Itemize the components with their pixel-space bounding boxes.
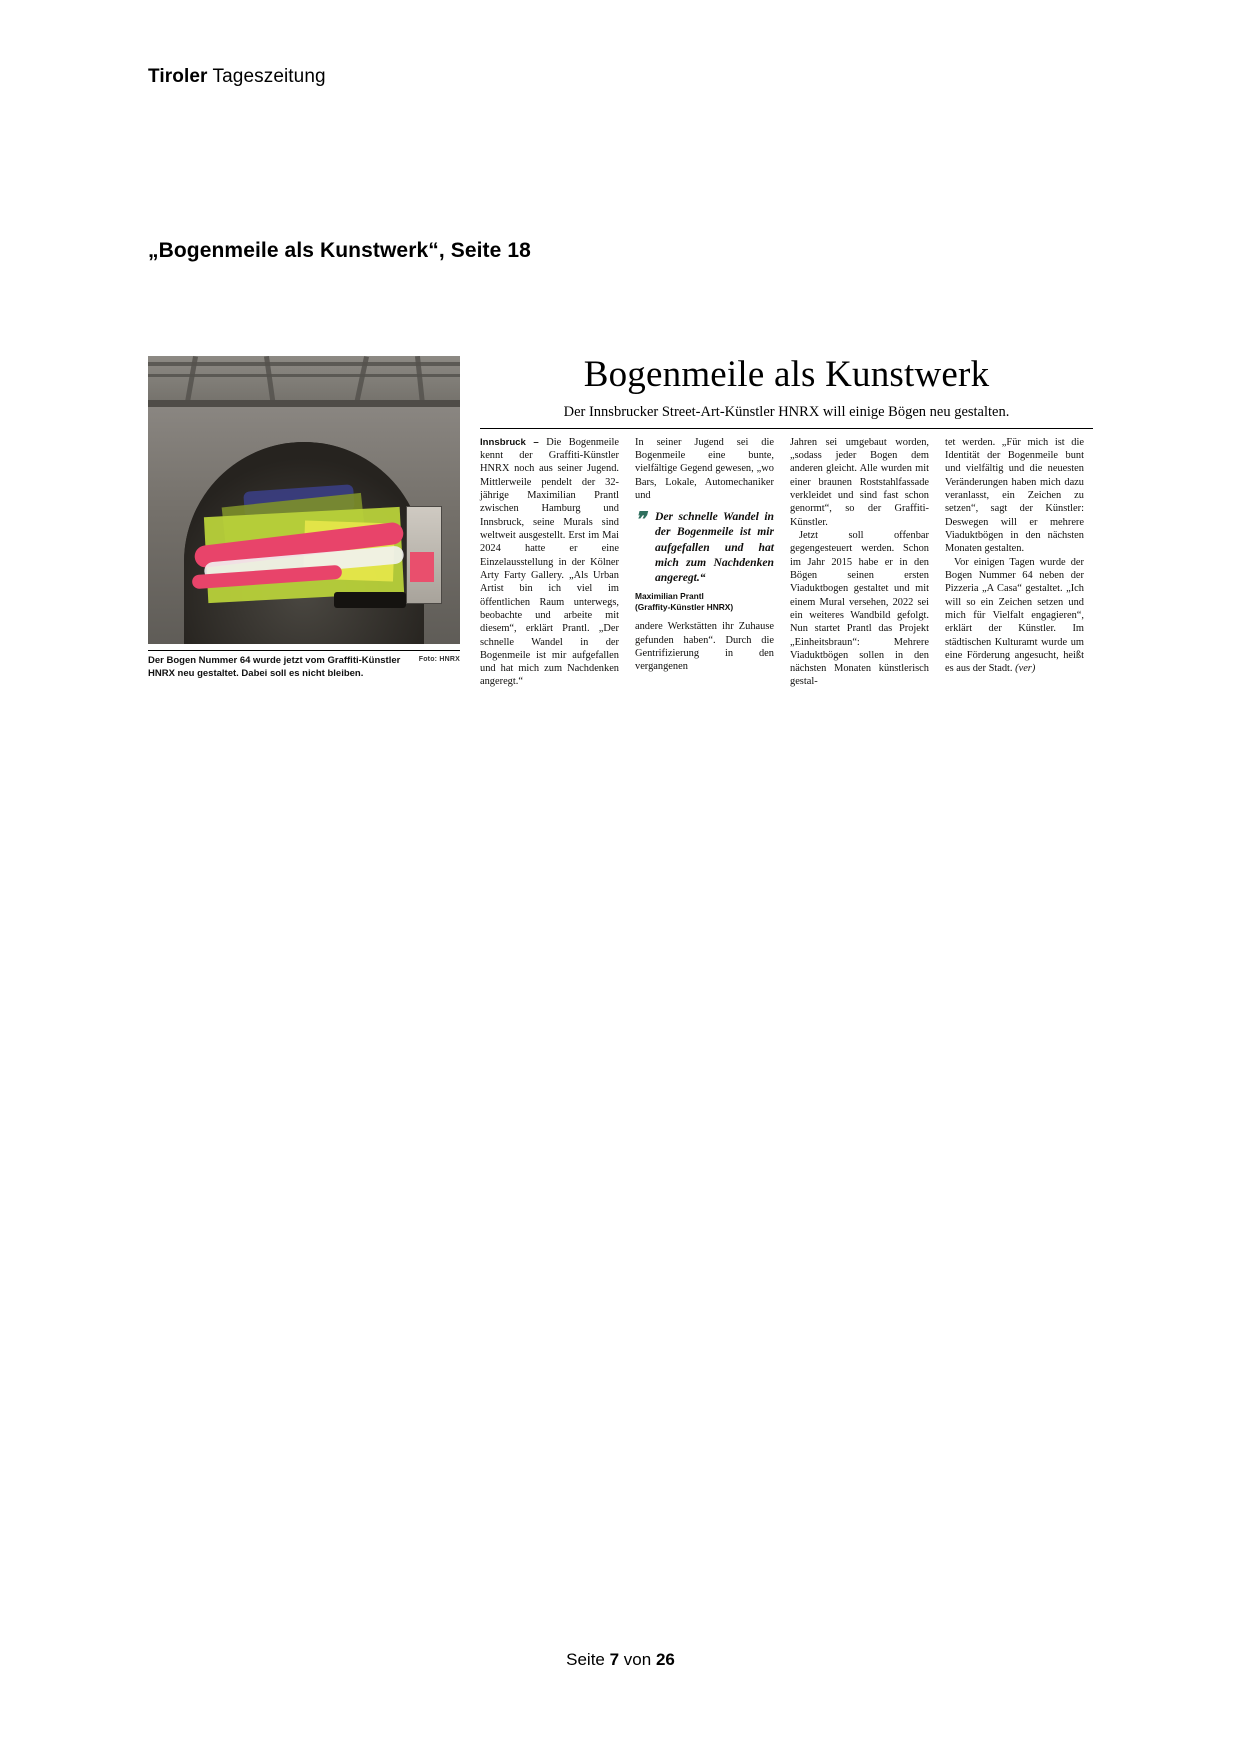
masthead-subtitle: Tageszeitung bbox=[207, 66, 326, 87]
masthead-brand: Tiroler bbox=[148, 66, 208, 87]
photo-credit: Foto: HNRX bbox=[418, 656, 460, 663]
author-signature: (ver) bbox=[1015, 663, 1036, 675]
article-columns bbox=[480, 436, 1093, 689]
photo-archway bbox=[184, 442, 424, 644]
paragraph: andere Werkstätten ihr Zuhause gefunden haben“. Durch die Gentrifizierung in den vergangenen bbox=[635, 621, 774, 673]
paragraph-text: Die Bogenmeile kennt der Graffiti-Künstler HNRX noch aus seiner Jugend. Mittlerweile pendelt der 32-jährige Maximilian Prantl zwischen Hamburg und Innsbruck, seine Murals sind weltweit ausgestellt. Erst im Mai 2024 hatte er eine Einzelausstellung in der Kölner Arty Farty Gallery. „Als Urban Artist bin ich viel im öffentlichen Raum unterwegs, beobachte und arbeite mit diesem“, erklärt Prantl. „Der schnelle Wandel in der Bogenmeile ist mir aufgefallen und hat mich zum Nachdenken angeregt.“ bbox=[480, 436, 619, 688]
article-column-1 bbox=[480, 436, 619, 689]
photo-red-box bbox=[410, 552, 434, 582]
photo-caption-text: Der Bogen Nummer 64 wurde jetzt vom Graffiti-Künstler HNRX neu gestaltet. Dabei soll es nicht bleiben. bbox=[148, 655, 401, 679]
paragraph bbox=[945, 556, 1084, 676]
photo-strut bbox=[148, 400, 460, 407]
article bbox=[480, 356, 1093, 689]
paragraph-text: Vor einigen Tagen wurde der Bogen Nummer 64 neben der Pizzeria „A Casa“ gestaltet. „Ich will so ein Zeichen setzen und mich für Vielfalt engagieren“, erklärt der Künstler. Im städtischen Kulturamt wurde um eine Förderung angesucht, heißt es aus der Stadt. bbox=[945, 556, 1084, 675]
article-column-3 bbox=[790, 436, 929, 689]
pull-quote-role: (Graffity-Künstler HNRX) bbox=[635, 602, 734, 613]
page-footer bbox=[0, 1650, 1241, 1670]
photo-caption bbox=[148, 650, 460, 680]
pull-quote-author: Maximilian Prantl bbox=[635, 590, 704, 601]
paragraph: Jetzt soll offenbar gegengesteuert werden. Schon im Jahr 2015 habe er in den Bögen seinen ersten Viaduktbogen gestaltet und mit einem Mural versehen, 2022 sei ein weiteres Wandbild gefolgt. Nun startet Prantl das Projekt „Einheitsbraun“: Mehrere Viaduktbögen sollen in den nächsten Monaten künstlerisch gestal- bbox=[790, 530, 929, 688]
paragraph bbox=[480, 436, 619, 689]
paragraph: In seiner Jugend sei die Bogenmeile eine bunte, vielfältige Gegend gewesen, „wo Bars, Lokale, Automechaniker und bbox=[635, 436, 774, 502]
pull-quote bbox=[635, 509, 774, 613]
footer-prefix: Seite bbox=[566, 1650, 610, 1669]
dateline: Innsbruck – bbox=[480, 436, 539, 448]
quote-mark-icon: ❞ bbox=[635, 509, 646, 532]
article-headline: Bogenmeile als Kunstwerk bbox=[583, 354, 990, 395]
footer-total-pages: 26 bbox=[655, 1650, 675, 1669]
footer-middle: von bbox=[619, 1650, 656, 1669]
paragraph: Jahren sei umgebaut worden, „sodass jeder Bogen dem anderen gleicht. Alle wurden mit einer braunen Roststahlfassade verkleidet und sind fast schon genormt“, so der Graffiti-Künstler. bbox=[790, 436, 929, 528]
article-column-2 bbox=[635, 436, 774, 689]
pull-quote-text: Der schnelle Wandel in der Bogenmeile ist mir aufgefallen und hat mich zum Nachdenken angeregt.“ bbox=[655, 510, 774, 584]
paragraph: tet werden. „Für mich ist die Identität der Bogenmeile bunt und vielfältig und die neuesten Veränderungen haben mich dazu veranlasst, ein Zeichen zu setzen“, sagt der Künstler: Deswegen will er mehrere Viaduktbögen in den nächsten Monaten gestalten. bbox=[945, 436, 1084, 555]
page-title: „Bogenmeile als Kunstwerk“, Seite 18 bbox=[148, 239, 531, 262]
graffiti-tag bbox=[334, 592, 406, 608]
article-subhead: Der Innsbrucker Street-Art-Künstler HNRX will einige Bögen neu gestalten. bbox=[480, 404, 1093, 429]
masthead bbox=[148, 66, 326, 88]
article-column-4 bbox=[945, 436, 1084, 689]
footer-page-number: 7 bbox=[609, 1650, 620, 1669]
pull-quote-body bbox=[635, 509, 774, 584]
pull-quote-attribution bbox=[635, 591, 774, 614]
photo-column bbox=[148, 356, 460, 680]
graffiti-arch-photo bbox=[148, 356, 460, 644]
